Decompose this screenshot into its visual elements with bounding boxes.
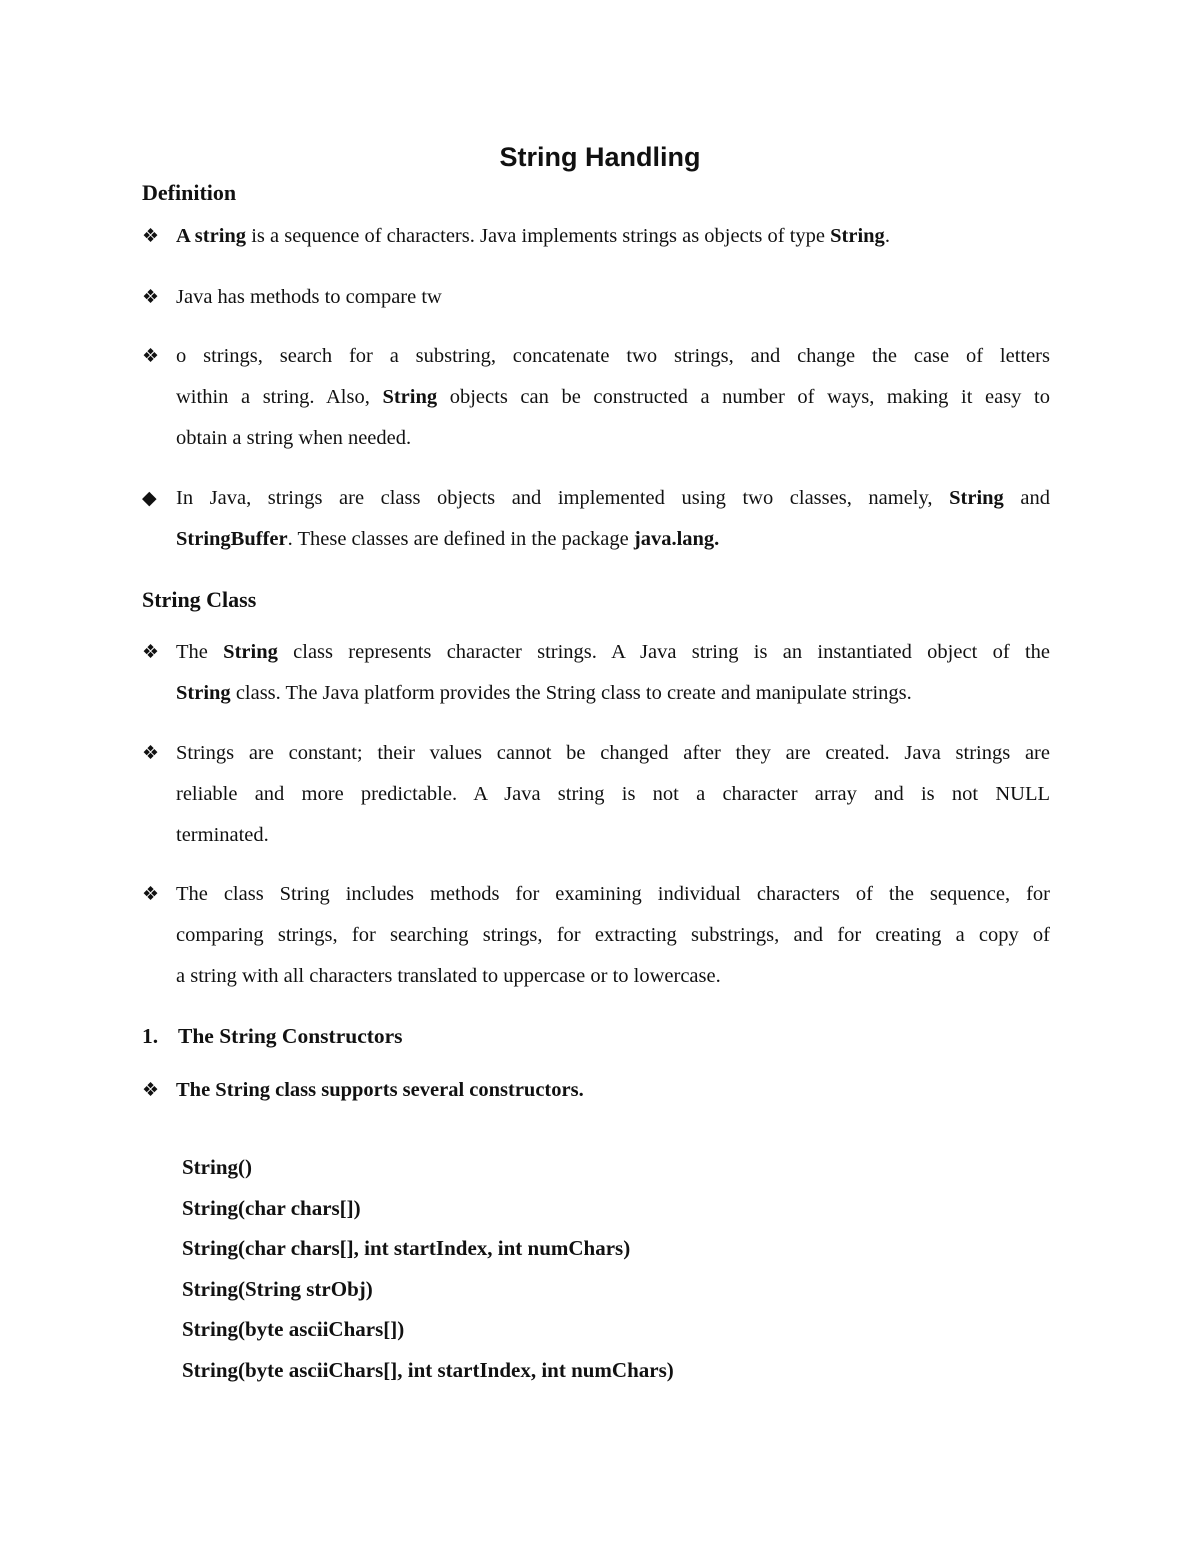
paragraph-body bbox=[176, 733, 1050, 856]
section-heading-string-class: String Class bbox=[142, 587, 257, 612]
paragraph-text: is a sequence of characters. Java implements strings as objects of type bbox=[246, 225, 831, 247]
paragraph-line: The class String includes methods for examining individual characters of the sequence, for bbox=[176, 883, 1050, 905]
bullet-solid-diamond-icon: ◆ bbox=[142, 488, 157, 509]
bold-term: String bbox=[223, 641, 278, 663]
bullet-paragraph bbox=[142, 733, 1050, 856]
bullet-paragraph bbox=[142, 336, 1050, 459]
constructor-signature: String() bbox=[182, 1155, 252, 1179]
paragraph-line: reliable and more predictable. A Java string is not a character array and is not NULL bbox=[176, 783, 1050, 805]
paragraph-body: Java has methods to compare tw bbox=[176, 286, 442, 308]
page-title: String Handling bbox=[499, 142, 701, 172]
constructor-list bbox=[182, 1147, 674, 1391]
bold-term: java.lang. bbox=[633, 528, 720, 550]
paragraph-body bbox=[176, 336, 1050, 459]
bullet-diamond-icon: ❖ bbox=[142, 226, 160, 247]
bold-term: String bbox=[382, 386, 438, 408]
paragraph-line: o strings, search for a substring, concatenate two strings, and change the case of letters bbox=[176, 345, 1050, 367]
numbered-heading bbox=[142, 1024, 403, 1049]
paragraph-line: a string with all characters translated to uppercase or to lowercase. bbox=[176, 965, 721, 987]
paragraph-body bbox=[176, 874, 1050, 997]
bullet-paragraph bbox=[142, 277, 1050, 318]
bullet-diamond-icon: ❖ bbox=[142, 743, 160, 764]
paragraph-body: The String class supports several constructors. bbox=[176, 1079, 584, 1101]
section-heading-definition: Definition bbox=[142, 180, 237, 205]
heading-number: 1. bbox=[142, 1024, 159, 1048]
paragraph-line: terminated. bbox=[176, 824, 269, 846]
bullet-paragraph bbox=[142, 1070, 1050, 1111]
constructor-signature: String(char chars[]) bbox=[182, 1195, 361, 1220]
bold-term: A string bbox=[176, 225, 247, 247]
paragraph-line: within a string. Also, String objects can be constructed a number of ways, making it easy to bbox=[176, 386, 1050, 408]
bullet-paragraph bbox=[142, 874, 1050, 997]
bullet-paragraph bbox=[142, 632, 1050, 714]
paragraph-line: comparing strings, for searching strings, for extracting substrings, and for creating a copy of bbox=[176, 924, 1050, 946]
paragraph-line: StringBuffer. These classes are defined in the package java.lang. bbox=[176, 528, 720, 550]
bullet-diamond-icon: ❖ bbox=[142, 287, 160, 308]
paragraph-text: . bbox=[884, 225, 890, 247]
bullet-diamond-icon: ❖ bbox=[142, 642, 160, 663]
constructor-signature: String(String strObj) bbox=[182, 1276, 373, 1301]
bullet-diamond-icon: ❖ bbox=[142, 346, 160, 367]
bold-term: String bbox=[830, 225, 885, 247]
paragraph-line: In Java, strings are class objects and implemented using two classes, namely, String and bbox=[176, 487, 1050, 509]
bullet-diamond-icon: ❖ bbox=[142, 1080, 160, 1101]
bullet-paragraph bbox=[142, 216, 1050, 257]
constructor-signature: String(byte asciiChars[]) bbox=[182, 1317, 405, 1342]
paragraph-body bbox=[176, 478, 1050, 560]
paragraph-line: The String class represents character strings. A Java string is an instantiated object of the bbox=[176, 641, 1050, 663]
bullet-paragraph bbox=[142, 478, 1050, 560]
paragraph-line: obtain a string when needed. bbox=[176, 427, 412, 449]
paragraph-body bbox=[176, 632, 1050, 714]
paragraph-line: String class. The Java platform provides the String class to create and manipulate strings. bbox=[176, 682, 912, 704]
constructor-signature: String(byte asciiChars[], int startIndex, int numChars) bbox=[182, 1357, 674, 1382]
paragraph-line: Strings are constant; their values cannot be changed after they are created. Java strings are bbox=[176, 742, 1050, 764]
bold-term: String bbox=[176, 682, 231, 704]
bullet-diamond-icon: ❖ bbox=[142, 884, 160, 905]
constructor-signature: String(char chars[], int startIndex, int numChars) bbox=[182, 1236, 631, 1261]
bold-term: String bbox=[949, 487, 1004, 509]
paragraph-body bbox=[176, 216, 1050, 257]
heading-text: The String Constructors bbox=[178, 1024, 403, 1048]
bold-term: StringBuffer bbox=[176, 528, 288, 550]
